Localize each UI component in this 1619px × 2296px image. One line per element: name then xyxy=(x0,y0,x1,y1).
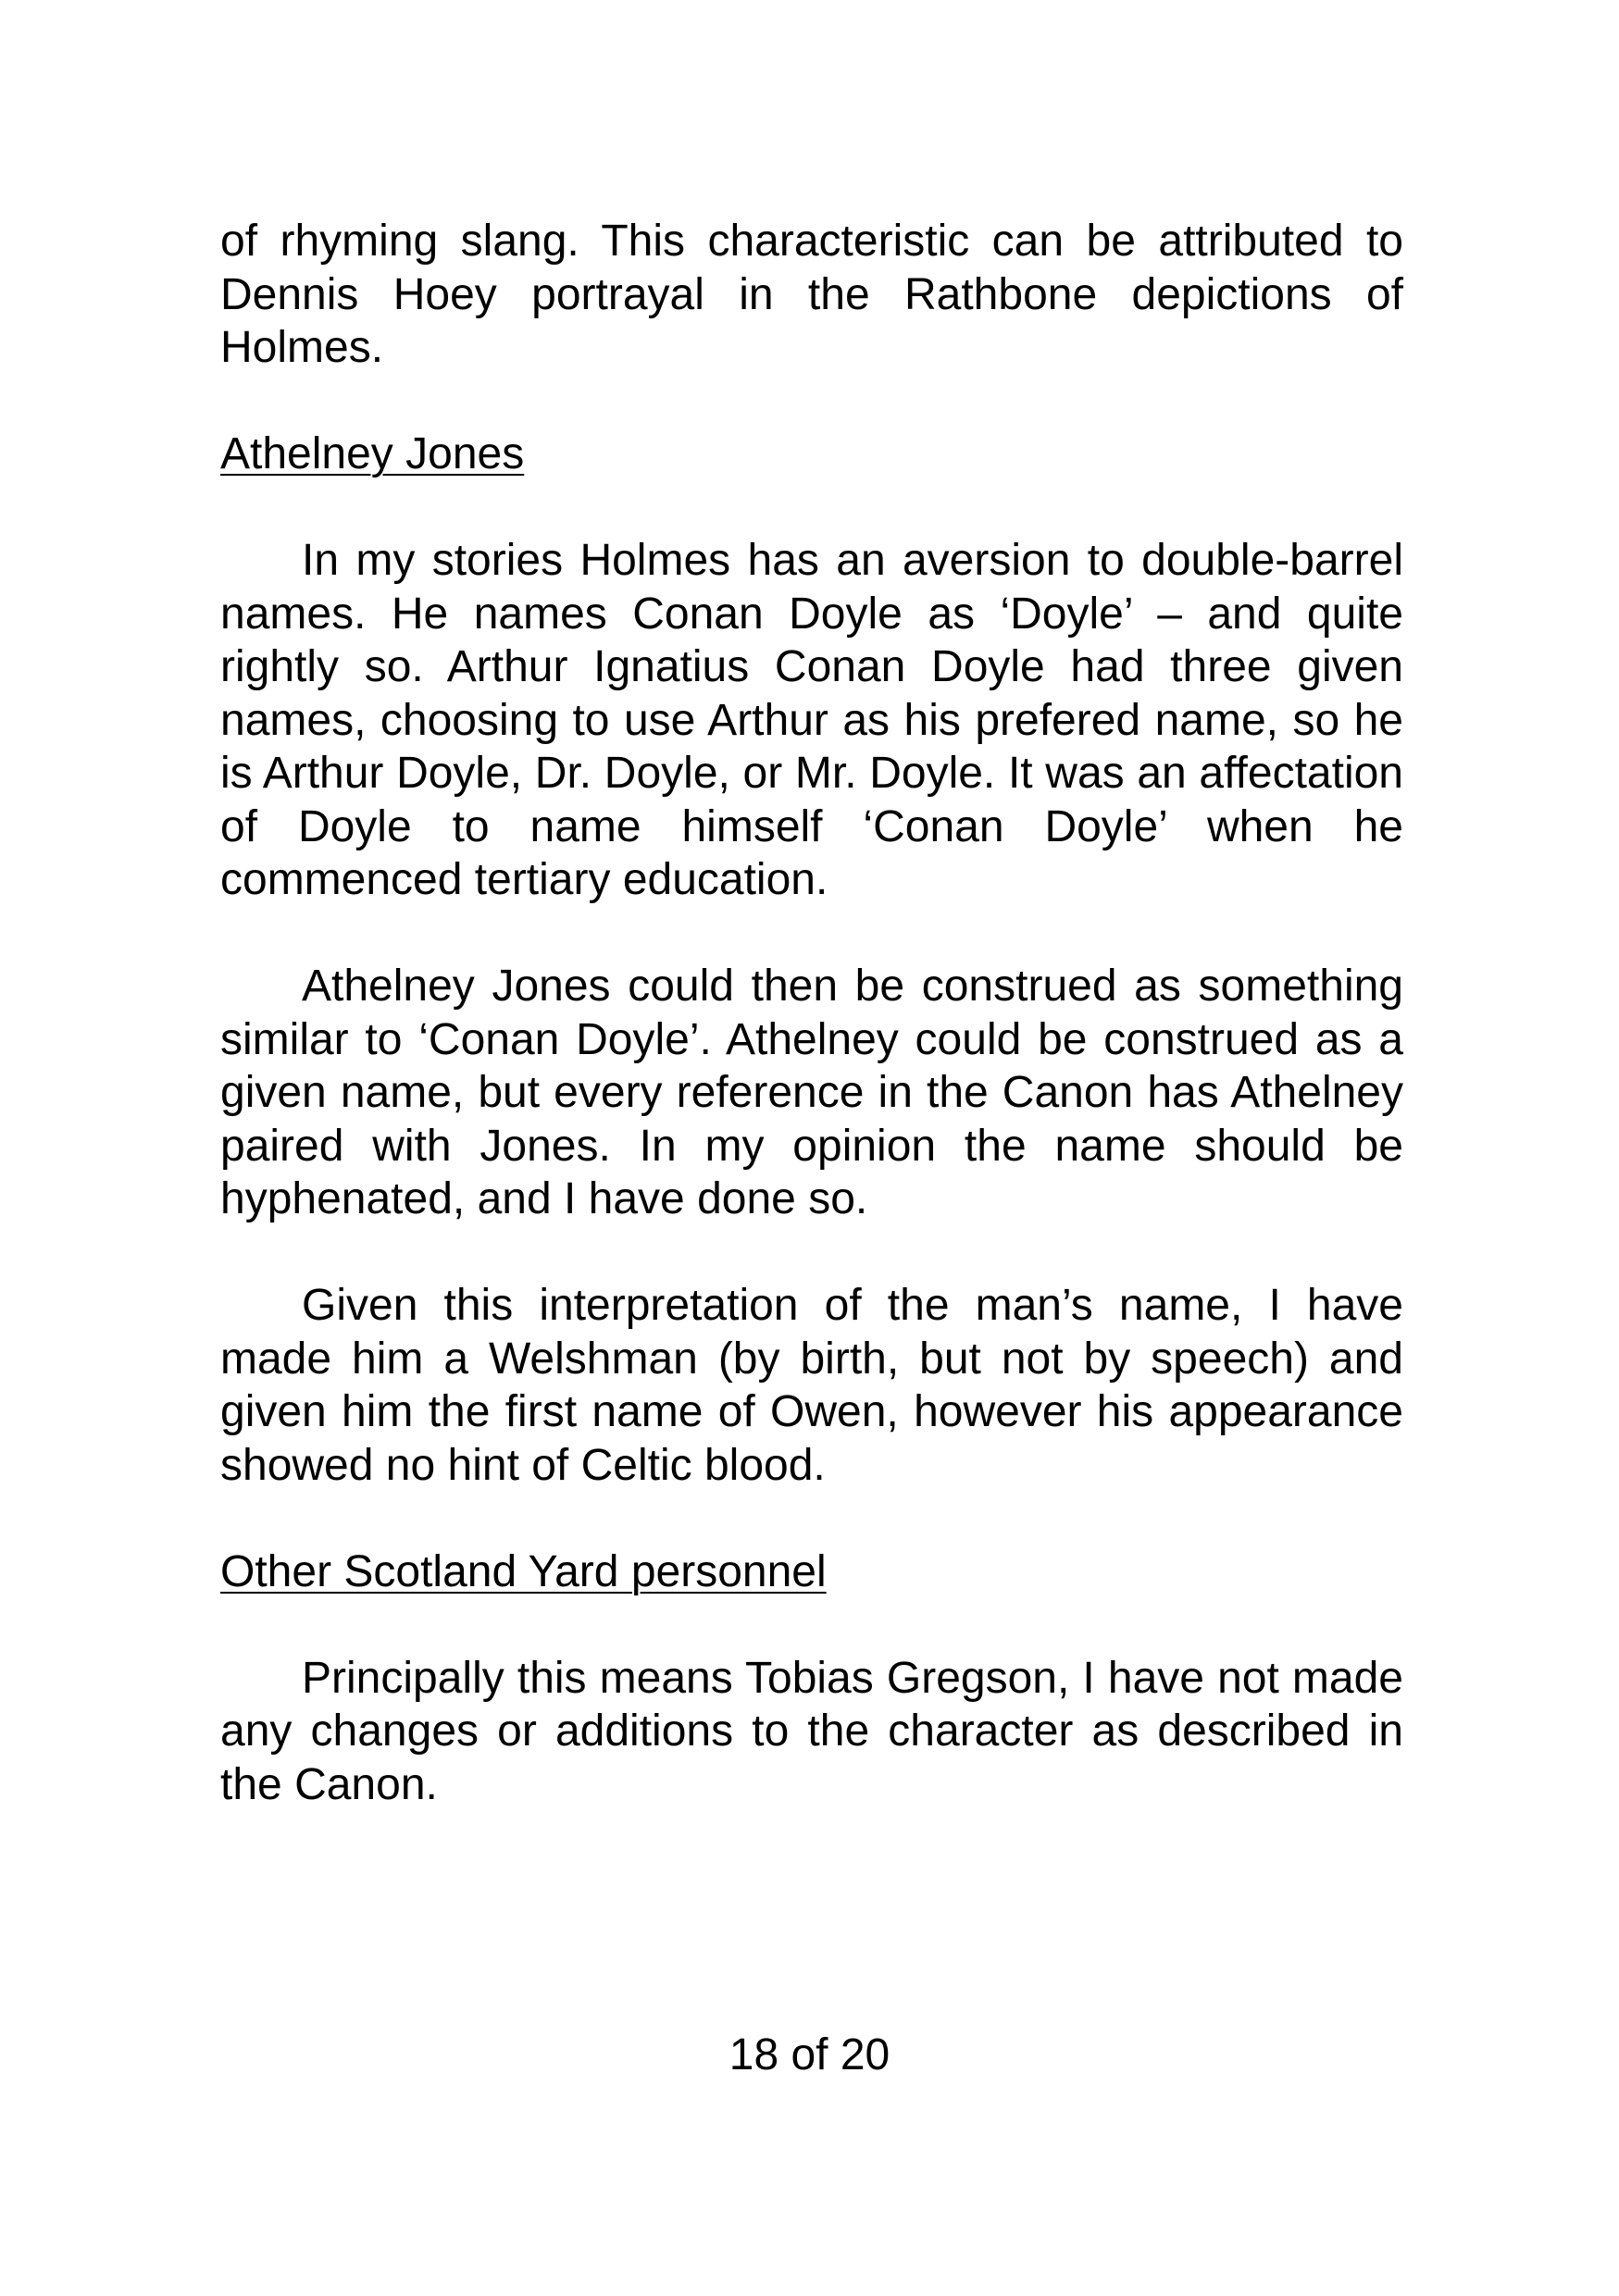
paragraph-welshman: Given this interpretation of the man’s name, I have made him a Welshman (by birth, but not by speech) and given him the first name of Owen, however his appearance showed no hint of Celtic blood. xyxy=(220,1281,1403,1490)
paragraph-tobias-gregson: Principally this means Tobias Gregson, I have not made any changes or additions to the character as described in the Canon. xyxy=(220,1653,1403,1809)
page-number: 18 of 20 xyxy=(729,2030,890,2079)
document-body xyxy=(220,215,1403,1865)
paragraph-athelney-jones-name: Athelney Jones could then be construed as something similar to ‘Conan Doyle’. Athelney could be construed as a given name, but every reference in the Canon has Athelney paired with Jones. In my opinion the name should be hyphenated, and I have done so. xyxy=(220,962,1403,1223)
paragraph-double-barrel-names: In my stories Holmes has an aversion to double-barrel names. He names Conan Doyle as ‘Doyle’ – and quite rightly so. Arthur Ignatius Conan Doyle had three given names, choosing to use Arthur as his prefered name, so he is Arthur Doyle, Dr. Doyle, or Mr. Doyle. It was an affectation of Doyle to name himself ‘Conan Doyle’ when he commenced tertiary education. xyxy=(220,536,1403,904)
section-heading-scotland-yard: Other Scotland Yard personnel xyxy=(220,1546,827,1596)
section-heading-athelney-jones: Athelney Jones xyxy=(220,429,525,478)
paragraph-continuation: of rhyming slang. This characteristic can be attributed to Dennis Hoey portrayal in the Rathbone depictions of Holmes. xyxy=(220,217,1403,372)
